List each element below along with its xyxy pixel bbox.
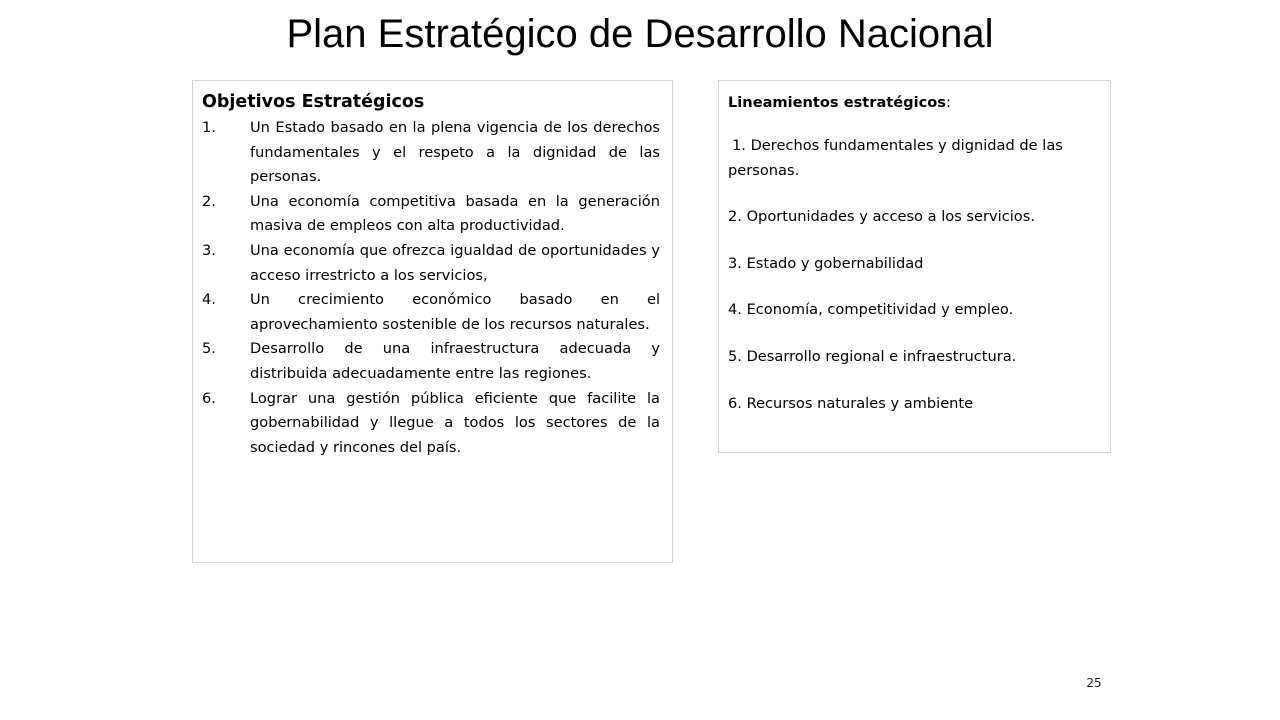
list-item-text: Un Estado basado en la plena vigencia de los derechos fundamentales y el respeto a la dignidad de las personas. (250, 119, 660, 186)
list-item-text: Una economía que ofrezca igualdad de oportunidades y acceso irrestricto a los servicios, (250, 241, 660, 284)
list-item (202, 239, 660, 288)
guidelines-heading-label: Lineamientos estratégicos (728, 94, 946, 111)
list-item-text: Lograr una gestión pública eficiente que facilite la gobernabilidad y llegue a todos los sectores de la sociedad y rincones del país. (250, 389, 660, 456)
objectives-heading: Objetivos Estratégicos (202, 92, 425, 112)
list-item-number: 4. (202, 291, 216, 309)
guideline-item: 4. Economía, competitividad y empleo. (728, 301, 1014, 319)
guideline-item: 2. Oportunidades y acceso a los servicios. (728, 208, 1035, 226)
objectives-list (202, 116, 660, 460)
list-item (202, 190, 660, 239)
list-item-number: 3. (202, 241, 216, 259)
guidelines-heading (728, 93, 1100, 113)
list-item-text: Desarrollo de una infraestructura adecuada y distribuida adecuadamente entre las regiones. (250, 340, 660, 382)
list-item (202, 337, 660, 386)
guideline-item: 5. Desarrollo regional e infraestructura. (728, 347, 1017, 365)
objectives-box (192, 80, 673, 563)
guidelines-heading-colon: : (946, 94, 951, 111)
list-item-number: 2. (202, 192, 216, 210)
list-item (202, 288, 660, 337)
page-number: 25 (1086, 676, 1102, 690)
guideline-item: 3. Estado y gobernabilidad (728, 254, 924, 272)
list-item-number: 5. (202, 340, 216, 358)
list-item-number: 1. (202, 119, 216, 136)
guideline-item: 1. Derechos fundamentales y dignidad de las personas. (728, 137, 1063, 179)
list-item (202, 116, 660, 190)
list-item-text: Una economía competitiva basada en la generación masiva de empleos con alta productividad. (250, 192, 660, 235)
guidelines-box (718, 80, 1111, 453)
guideline-item: 6. Recursos naturales y ambiente (728, 394, 974, 412)
list-item (202, 387, 660, 461)
list-item-number: 6. (202, 389, 216, 407)
list-item-text: Un crecimiento económico basado en el aprovechamiento sostenible de los recursos naturales. (250, 291, 660, 333)
slide-title: Plan Estratégico de Desarrollo Nacional (286, 12, 994, 56)
